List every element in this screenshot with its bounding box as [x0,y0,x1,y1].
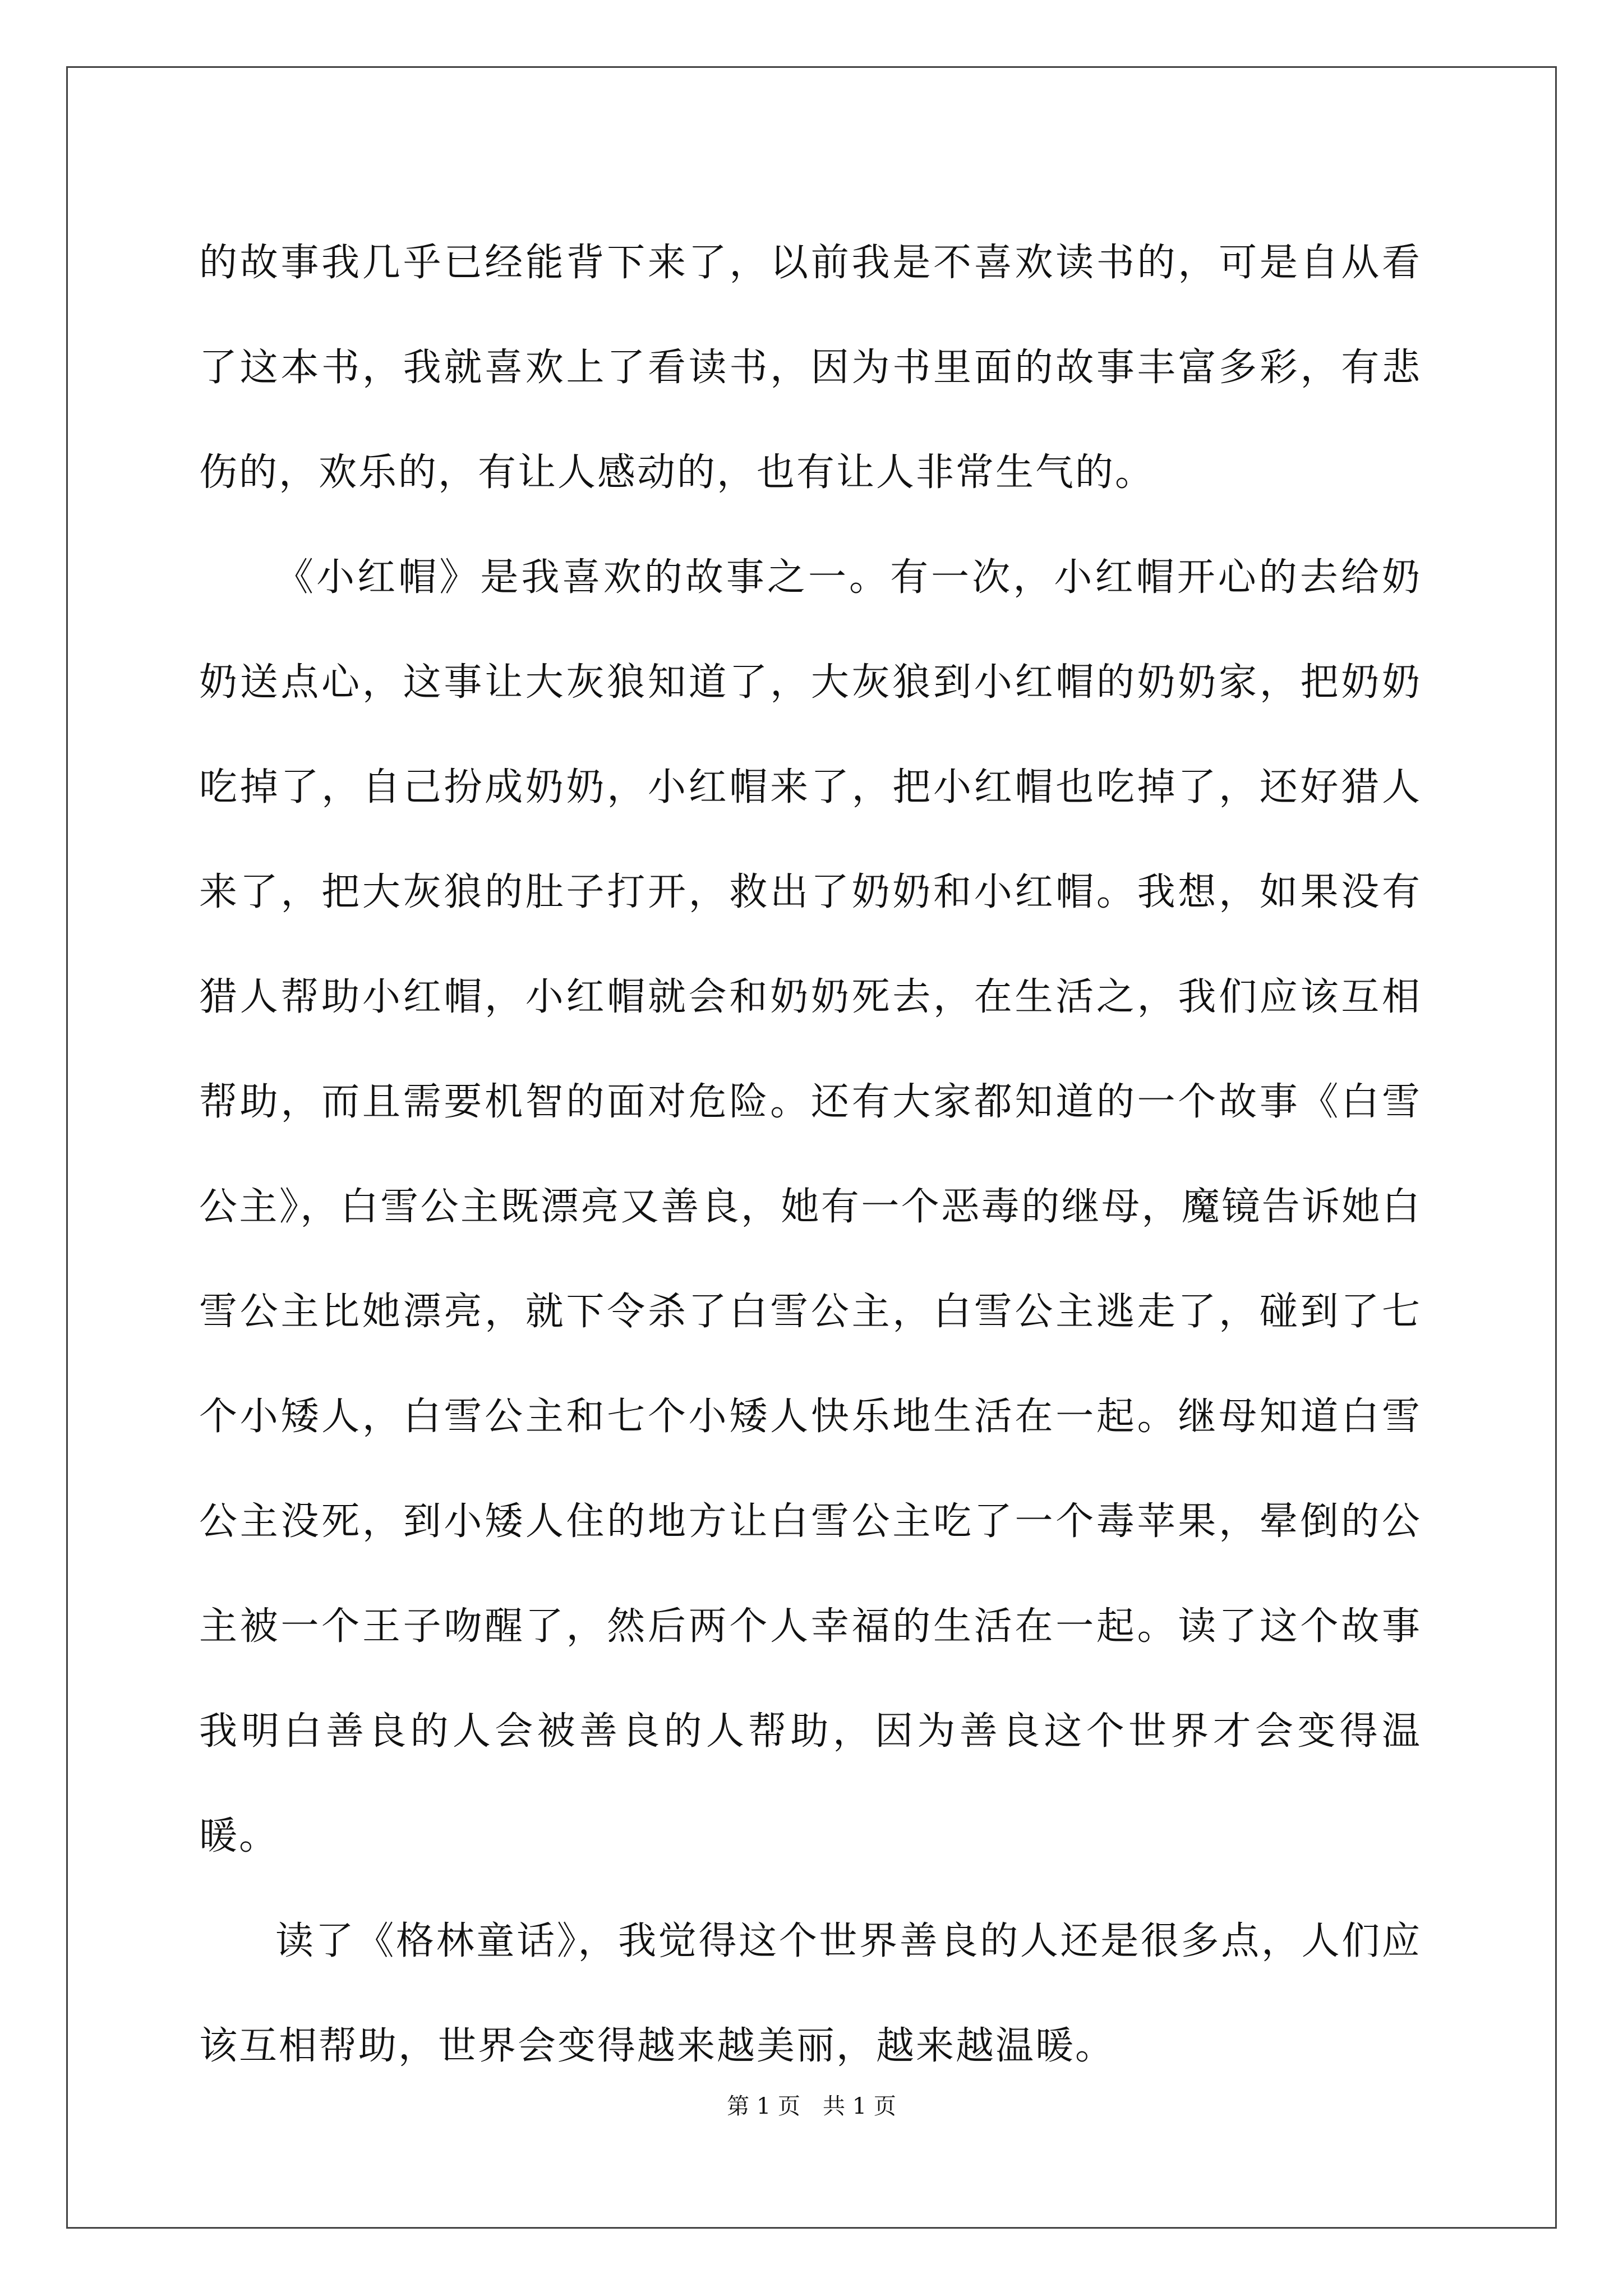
page-total: 共 1 页 [823,2093,896,2119]
document-body [199,210,1422,2099]
paragraph-3: 读了《格林童话》，我觉得这个世界善良的人还是很多点，人们应该互相帮助，世界会变得越来越美丽，越来越温暖。 [199,1919,1422,2068]
page-footer [0,2090,1623,2123]
paragraph-1: 的故事我几乎已经能背下来了，以前我是不喜欢读书的，可是自从看了这本书，我就喜欢上了看读书，因为书里面的故事丰富多彩，有悲伤的，欢乐的，有让人感动的，也有让人非常生气的。 [199,241,1422,495]
paragraph-2: 《小红帽》是我喜欢的故事之一。有一次，小红帽开心的去给奶奶送点心，这事让大灰狼知道了，大灰狼到小红帽的奶奶家，把奶奶吃掉了，自己扮成奶奶，小红帽来了，把小红帽也吃掉了，还好猎人来了，把大灰狼的肚子打开，救出了奶奶和小红帽。我想，如果没有猎人帮助小红帽，小红帽就会和奶奶死去，在生活之，我们应该互相帮助，而且需要机智的面对危险。还有大家都知道的一个故事《白雪公主》，白雪公主既漂亮又善良，她有一个恶毒的继母，魔镜告诉她白雪公主比她漂亮，就下令杀了白雪公主，白雪公主逃走了，碰到了七个小矮人，白雪公主和七个小矮人快乐地生活在一起。继母知道白雪公主没死，到小矮人住的地方让白雪公主吃了一个毒苹果，晕倒的公主被一个王子吻醒了，然后两个人幸福的生活在一起。读了这个故事我明白善良的人会被善良的人帮助，因为善良这个世界才会变得温暖。 [199,555,1422,1858]
page-number: 第 1 页 [727,2093,800,2119]
